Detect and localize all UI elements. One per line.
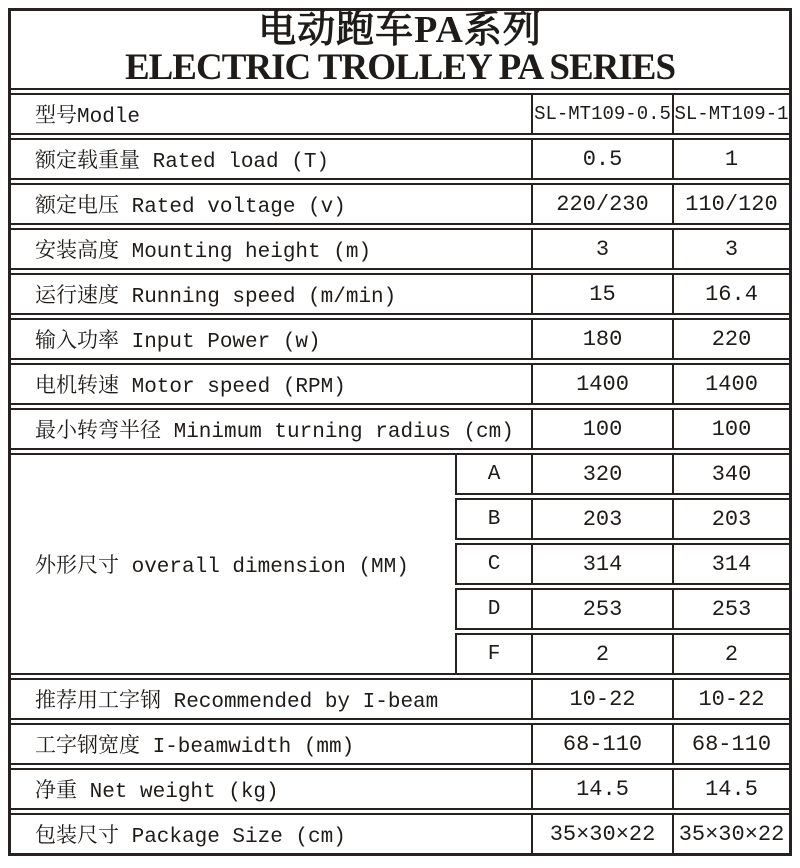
row-label: 电机转速 Motor speed (RPM)	[35, 376, 346, 399]
dimension-row	[455, 538, 789, 583]
row-label: 推荐用工字钢 Recommended by I-beam	[35, 691, 439, 714]
dimension-key: C	[455, 545, 531, 583]
model-column-header: SL-MT109-0.5	[531, 95, 672, 133]
page-title-zh: 电动跑车PA系列	[258, 8, 542, 51]
row-value: 1	[672, 140, 789, 178]
row-value: 3	[672, 230, 789, 268]
dimension-key: A	[455, 455, 531, 493]
row-label: 型号Modle	[35, 106, 141, 129]
row-label: 额定电压 Rated voltage (v)	[35, 196, 346, 219]
row-value: 2	[672, 635, 789, 673]
table-row	[11, 133, 789, 178]
table-title-block	[11, 8, 789, 89]
table-row	[11, 808, 789, 853]
table-row-dimensions	[11, 448, 789, 673]
table-row	[11, 718, 789, 763]
row-value: 314	[672, 545, 789, 583]
dimension-key: B	[455, 500, 531, 538]
row-value: 220/230	[531, 185, 672, 223]
row-value: 100	[531, 410, 672, 448]
row-label: 额定载重量 Rated load (T)	[35, 151, 330, 174]
row-value: 253	[672, 590, 789, 628]
dimension-row	[455, 455, 789, 493]
row-value: 314	[531, 545, 672, 583]
row-label: 输入功率 Input Power (w)	[35, 331, 321, 354]
table-row-model	[11, 88, 789, 133]
row-label: 外形尺寸 overall dimension (MM)	[35, 556, 409, 579]
row-value: 10-22	[531, 680, 672, 718]
row-value: 35×30×22	[672, 815, 789, 853]
dimension-row	[455, 493, 789, 538]
row-value: 0.5	[531, 140, 672, 178]
row-value: 340	[672, 455, 789, 493]
dimension-key: D	[455, 590, 531, 628]
page-title-en: ELECTRIC TROLLEY PA SERIES	[124, 47, 676, 89]
table-row	[11, 268, 789, 313]
dimension-key: F	[455, 635, 531, 673]
row-value: 110/120	[672, 185, 789, 223]
row-label: 安装高度 Mounting height (m)	[35, 241, 372, 264]
row-value: 180	[531, 320, 672, 358]
row-value: 10-22	[672, 680, 789, 718]
row-value: 16.4	[672, 275, 789, 313]
row-value: 203	[672, 500, 789, 538]
dimension-subtable	[455, 455, 789, 673]
dimension-row	[455, 583, 789, 628]
row-value: 320	[531, 455, 672, 493]
table-row	[11, 403, 789, 448]
row-value: 14.5	[672, 770, 789, 808]
row-value: 3	[531, 230, 672, 268]
row-value: 15	[531, 275, 672, 313]
spec-table	[8, 8, 792, 856]
row-label: 工字钢宽度 I-beamwidth (mm)	[35, 736, 355, 759]
row-value: 1400	[531, 365, 672, 403]
table-row	[11, 178, 789, 223]
table-row	[11, 313, 789, 358]
row-value: 35×30×22	[531, 815, 672, 853]
row-value: 1400	[672, 365, 789, 403]
row-value: 68-110	[531, 725, 672, 763]
row-label: 最小转弯半径 Minimum turning radius (cm)	[35, 421, 514, 444]
row-value: 14.5	[531, 770, 672, 808]
table-row	[11, 223, 789, 268]
row-value: 203	[531, 500, 672, 538]
row-value: 68-110	[672, 725, 789, 763]
row-value: 253	[531, 590, 672, 628]
row-value: 100	[672, 410, 789, 448]
row-value: 220	[672, 320, 789, 358]
table-row	[11, 763, 789, 808]
table-row	[11, 358, 789, 403]
row-label: 净重 Net weight (kg)	[35, 781, 279, 804]
table-row	[11, 673, 789, 718]
row-label: 包装尺寸 Package Size (cm)	[35, 826, 346, 849]
row-value: 2	[531, 635, 672, 673]
model-column-header: SL-MT109-1	[672, 95, 789, 133]
dimension-row	[455, 628, 789, 673]
row-label: 运行速度 Running speed (m/min)	[35, 286, 397, 309]
